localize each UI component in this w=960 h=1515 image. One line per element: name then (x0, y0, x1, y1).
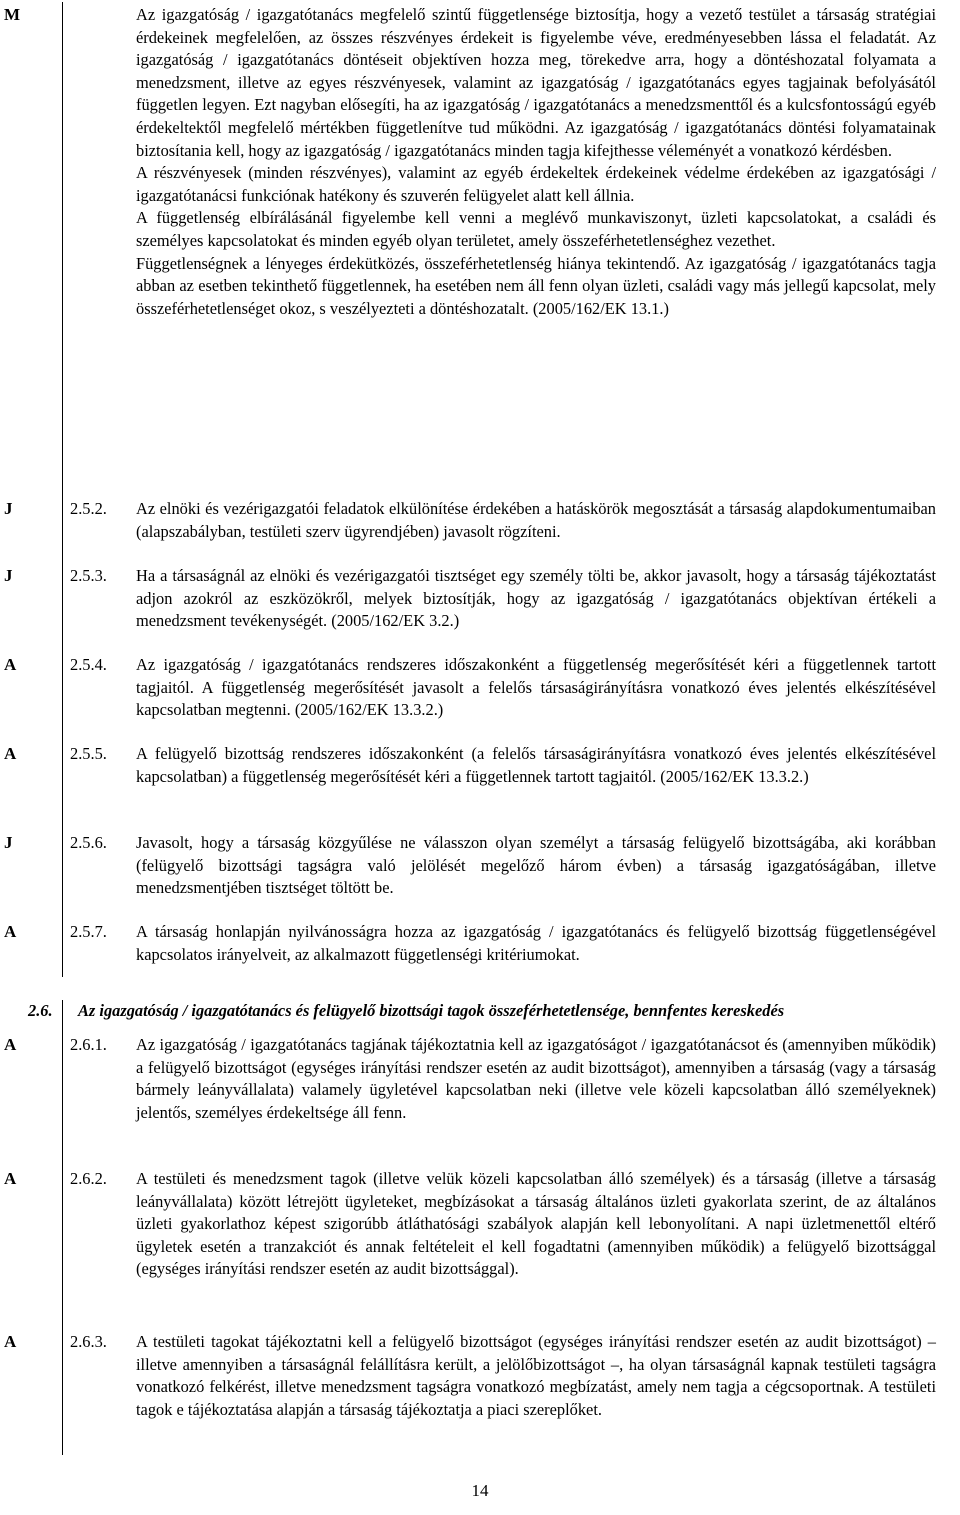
recommendation-type-letter: M (4, 5, 21, 24)
item-text: Az igazgatóság / igazgatótanács rendszeres időszakonként a függetlenség megerősítését kéri a függetlennek tartott tagjaitól. A függetlenség megerősítését javasolt a felelős társaságirányításra vonatkozó éves jelentés elkészítésével kapcsolatban megtenni. (2005/162/EK 13.3.2.) (136, 655, 936, 720)
column-divider (62, 1000, 63, 1455)
item-number: 2.5.4. (70, 655, 107, 674)
item-text: A felügyelő bizottság rendszeres időszakonként (a felelős társaságirányításra vonatkozó éves jelentés elkészítésével kapcsolatban) a függetlenség megerősítését kéri a függetlennek tartott tagjaitól. (2005/162/EK 13.3.2.) (136, 744, 936, 786)
recommendation-type-letter: A (4, 922, 17, 941)
item-number: 2.5.5. (70, 744, 107, 763)
recommendation-type-letter: J (4, 499, 13, 518)
column-divider (62, 2, 63, 977)
recommendation-type-letter: A (4, 1169, 17, 1188)
item-text: Az igazgatóság / igazgatótanács tagjának tájékoztatnia kell az igazgatóságot / igazgatótanácsot és (amennyiben működik) a felügyelő bizottságot (egységes irányítási rendszer esetén az audit bizottságot), amennyiben a társaság (vagy a társaság bármely leányvállalata) valamely ügyletével kapcsolatban neki (illetve vele közeli kapcsolatban álló személyeknek) jelentős, személyes érdekeltsége áll fenn. (136, 1035, 936, 1122)
paragraph: A függetlenség elbírálásánál figyelembe kell venni a meglévő munkaviszonyt, üzleti kapcsolatokat, a családi és személyes kapcsolatokat és minden egyéb olyan területet, amely összeférhetetlenséghez vezethet. (136, 208, 936, 250)
recommendation-type-letter: A (4, 1035, 17, 1054)
item-number: 2.5.3. (70, 566, 107, 585)
item-text: Javasolt, hogy a társaság közgyűlése ne válasszon olyan személyt a társaság felügyelő bizottságába, aki korábban (felügyelő bizottsági tagságra való jelölését megelőző három évben) a társaság igazgatóságában, illetve menedzsmentjében tisztséget töltött be. (136, 833, 936, 898)
item-text: A társaság honlapján nyilvánosságra hozza az igazgatóság / igazgatótanács és felügyelő bizottság függetlenségével kapcsolatos irányelveit, az alkalmazott függetlenségi kritériumokat. (136, 922, 936, 964)
recommendation-text (136, 4, 936, 320)
item-number: 2.6.2. (70, 1169, 107, 1188)
item-number: 2.6.3. (70, 1332, 107, 1351)
item-number: 2.5.2. (70, 499, 107, 518)
recommendation-type-letter: A (4, 655, 17, 674)
item-text: A testületi és menedzsment tagok (illetve velük közeli kapcsolatban álló személyek) és a társaság (illetve a társaság leányvállalata) között létrejött ügyleteket, megbízásokat a társaság általános üzleti gyakorlata szerint, de az általános üzleti gyakorlathoz képest szigorúbb átláthatósági szabályok alapján kell lebonyolítani. A napi üzletmenettől eltérő ügyletek esetén a tranzakciót és annak feltételeit el kell fogadtatni (amennyiben működik) a felügyelő bizottsággal (egységes irányítási rendszer esetén az audit bizottsággal). (136, 1169, 936, 1279)
paragraph: Függetlenségnek a lényeges érdekütközés, összeférhetetlenség hiánya tekintendő. Az igazgatóság / igazgatótanács tagja abban az esetben tekinthető függetlennek, ha esetében nem áll fenn olyan üzleti, családi vagy más jellegű kapcsolat, mely összeférhetetlenséget okoz, s veszélyezteti a döntéshozatalt. (2005/162/EK 13.1.) (136, 253, 936, 318)
recommendation-type-letter: J (4, 833, 13, 852)
item-text: Ha a társaságnál az elnöki és vezérigazgatói tisztséget egy személy tölti be, akkor javasolt, hogy a társaság tájékoztatást adjon azokról az eszközökről, melyek biztosítják, hogy az igazgatóság / igazgatótanács objektívan értékeli a menedzsment tevékenységét. (2005/162/EK 3.2.) (136, 566, 936, 631)
paragraph: Az igazgatóság / igazgatótanács megfelelő szintű függetlensége biztosítja, hogy a vezető testület a társaság stratégiai érdekeinek megfelelően, az összes részvényes érdekeit is figyelembe véve, eredményesebben lássa el feladatát. Az igazgatóság / igazgatótanács döntéseit objektíven hozza meg, törekedve arra, hogy a döntéshozatal folyamata a menedzsment, illetve az egyes részvényesek, valamint az igazgatóság / igazgatótanács egyes tagjainak befolyásától független legyen. Ezt nagyban elősegíti, ha az igazgatóság / igazgatótanács a menedzsmenttől és a kulcsfontosságú egyéb érdekeltektől megfelelő mértékben függetlenítve tud működni. Az igazgatóság / igazgatótanács döntési folyamatainak biztosítania kell, hogy az igazgatóság / igazgatótanács minden tagja kifejthesse véleményét a vonatkozó kérdésben. (136, 5, 936, 160)
page-number: 14 (471, 1481, 489, 1500)
item-number: 2.5.7. (70, 922, 107, 941)
item-number: 2.6.1. (70, 1035, 107, 1054)
section-title: Az igazgatóság / igazgatótanács és felügyelő bizottsági tagok összeférhetetlensége, bennfentes kereskedés (78, 1001, 785, 1020)
item-number: 2.5.6. (70, 833, 107, 852)
recommendation-type-letter: A (4, 1332, 17, 1351)
item-text: Az elnöki és vezérigazgatói feladatok elkülönítése érdekében a hatáskörök megosztását a társaság alapdokumentumaiban (alapszabályban, testületi szerv ügyrendjében) javasolt rögzíteni. (136, 499, 936, 541)
recommendation-type-letter: A (4, 744, 17, 763)
section-number: 2.6. (28, 1001, 53, 1020)
paragraph: A részvényesek (minden részvényes), valamint az egyéb érdekeltek érdekeinek védelme érdekében az igazgatósági / igazgatótanácsi funkciónak hatékony és szuverén felügyelet alatt kell állnia. (136, 163, 936, 205)
recommendation-type-letter: J (4, 566, 13, 585)
item-text: A testületi tagokat tájékoztatni kell a felügyelő bizottságot (egységes irányítási rendszer esetén az audit bizottságot) – illetve amennyiben a társaságnál felállításra került, a jelölőbizottságot –, ha olyan társaságnál kapnak testületi tagságra vonatkozó felkérést, illetve menedzsment tagságra vonatkozó megbízatást, amely nem tagja a cégcsoportnak. A testületi tagok e tájékoztatása alapján a társaság tájékoztatja a piaci szereplőket. (136, 1332, 936, 1419)
